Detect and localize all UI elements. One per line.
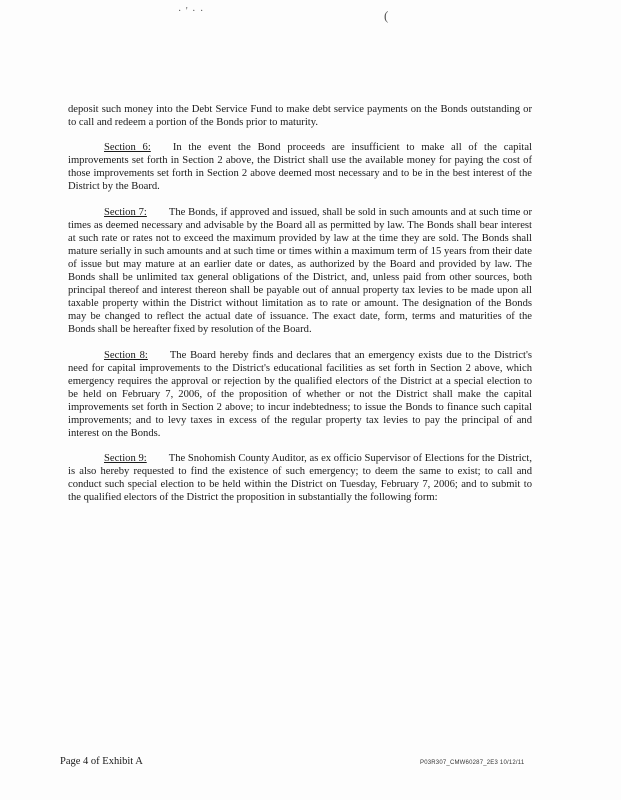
scan-artifact-mark: ( <box>384 8 390 23</box>
section-7-heading: Section 7: <box>104 206 147 218</box>
section-9-heading: Section 9: <box>104 453 147 465</box>
page-number-label: Page 4 of Exhibit A <box>60 756 143 767</box>
section-8-text: The Board hereby finds and declares that an emergency exists due to the District's need for capital improvements to the District's educational facilities as set forth in Section 2 above, which emergency requires the approval or rejection by the qualified electors of the District at a special election to be held on February 7, 2006, of the proposition of whether or not the District shall make the capital improvements set forth in Section 2 above; to incur indebtedness; to issue the Bonds to finance such capital improvements; and to levy taxes in excess of the regular property tax levies to pay the principal of and interest on the Bonds. <box>68 349 532 440</box>
section-6-heading: Section 6: <box>104 142 151 154</box>
section-6-paragraph <box>68 141 532 193</box>
section-9-paragraph <box>68 452 532 504</box>
section-7-text: The Bonds, if approved and issued, shall be sold in such amounts and at such time or times as deemed necessary and advisable by the Board all as permitted by law. The Bonds shall bear interest at such rate or rates not to exceed the maximum provided by law at the time they are sold. The Bonds shall mature serially in such amounts and at such time or times within a maximum term of 15 years from their date of issue but may mature at an earlier date or dates, as authorized by the Board and provided by law. The Bonds shall be unlimited tax general obligations of the District, and, unless paid from other sources, both principal thereof and interest thereon shall be payable out of annual property tax levies to be made upon all taxable property within the District without limitation as to rate or amount. The designation of the Bonds may be changed to reflect the actual date of issuance. The exact date, form, terms and maturities of the Bonds shall be hereafter fixed by resolution of the Board. <box>68 206 532 336</box>
scan-artifact-mark: · ' · · <box>178 6 205 17</box>
document-body <box>68 103 532 517</box>
section-8-paragraph <box>68 349 532 441</box>
continued-paragraph: deposit such money into the Debt Service Fund to make debt service payments on the Bonds outstanding or to call and redeem a portion of the Bonds prior to maturity. <box>68 104 532 129</box>
section-6-text: In the event the Bond proceeds are insufficient to make all of the capital improvements set forth in Section 2 above, the District shall use the available money for paying the cost of those improvements set forth in Section 2 above deemed most necessary and to be in the best interest of the District by the Board. <box>68 142 532 193</box>
section-9-text: The Snohomish County Auditor, as ex officio Supervisor of Elections for the District, is also hereby requested to find the existence of such emergency; to deem the same to exist; to call and conduct such special election to be held within the District on Tuesday, February 7, 2006; and to submit to the qualified electors of the District the proposition in substantially the following form: <box>68 453 532 504</box>
section-7-paragraph <box>68 206 532 337</box>
section-8-heading: Section 8: <box>104 349 148 361</box>
document-id: P03R307_CMW60287_2E3 10/12/11 <box>420 760 525 766</box>
